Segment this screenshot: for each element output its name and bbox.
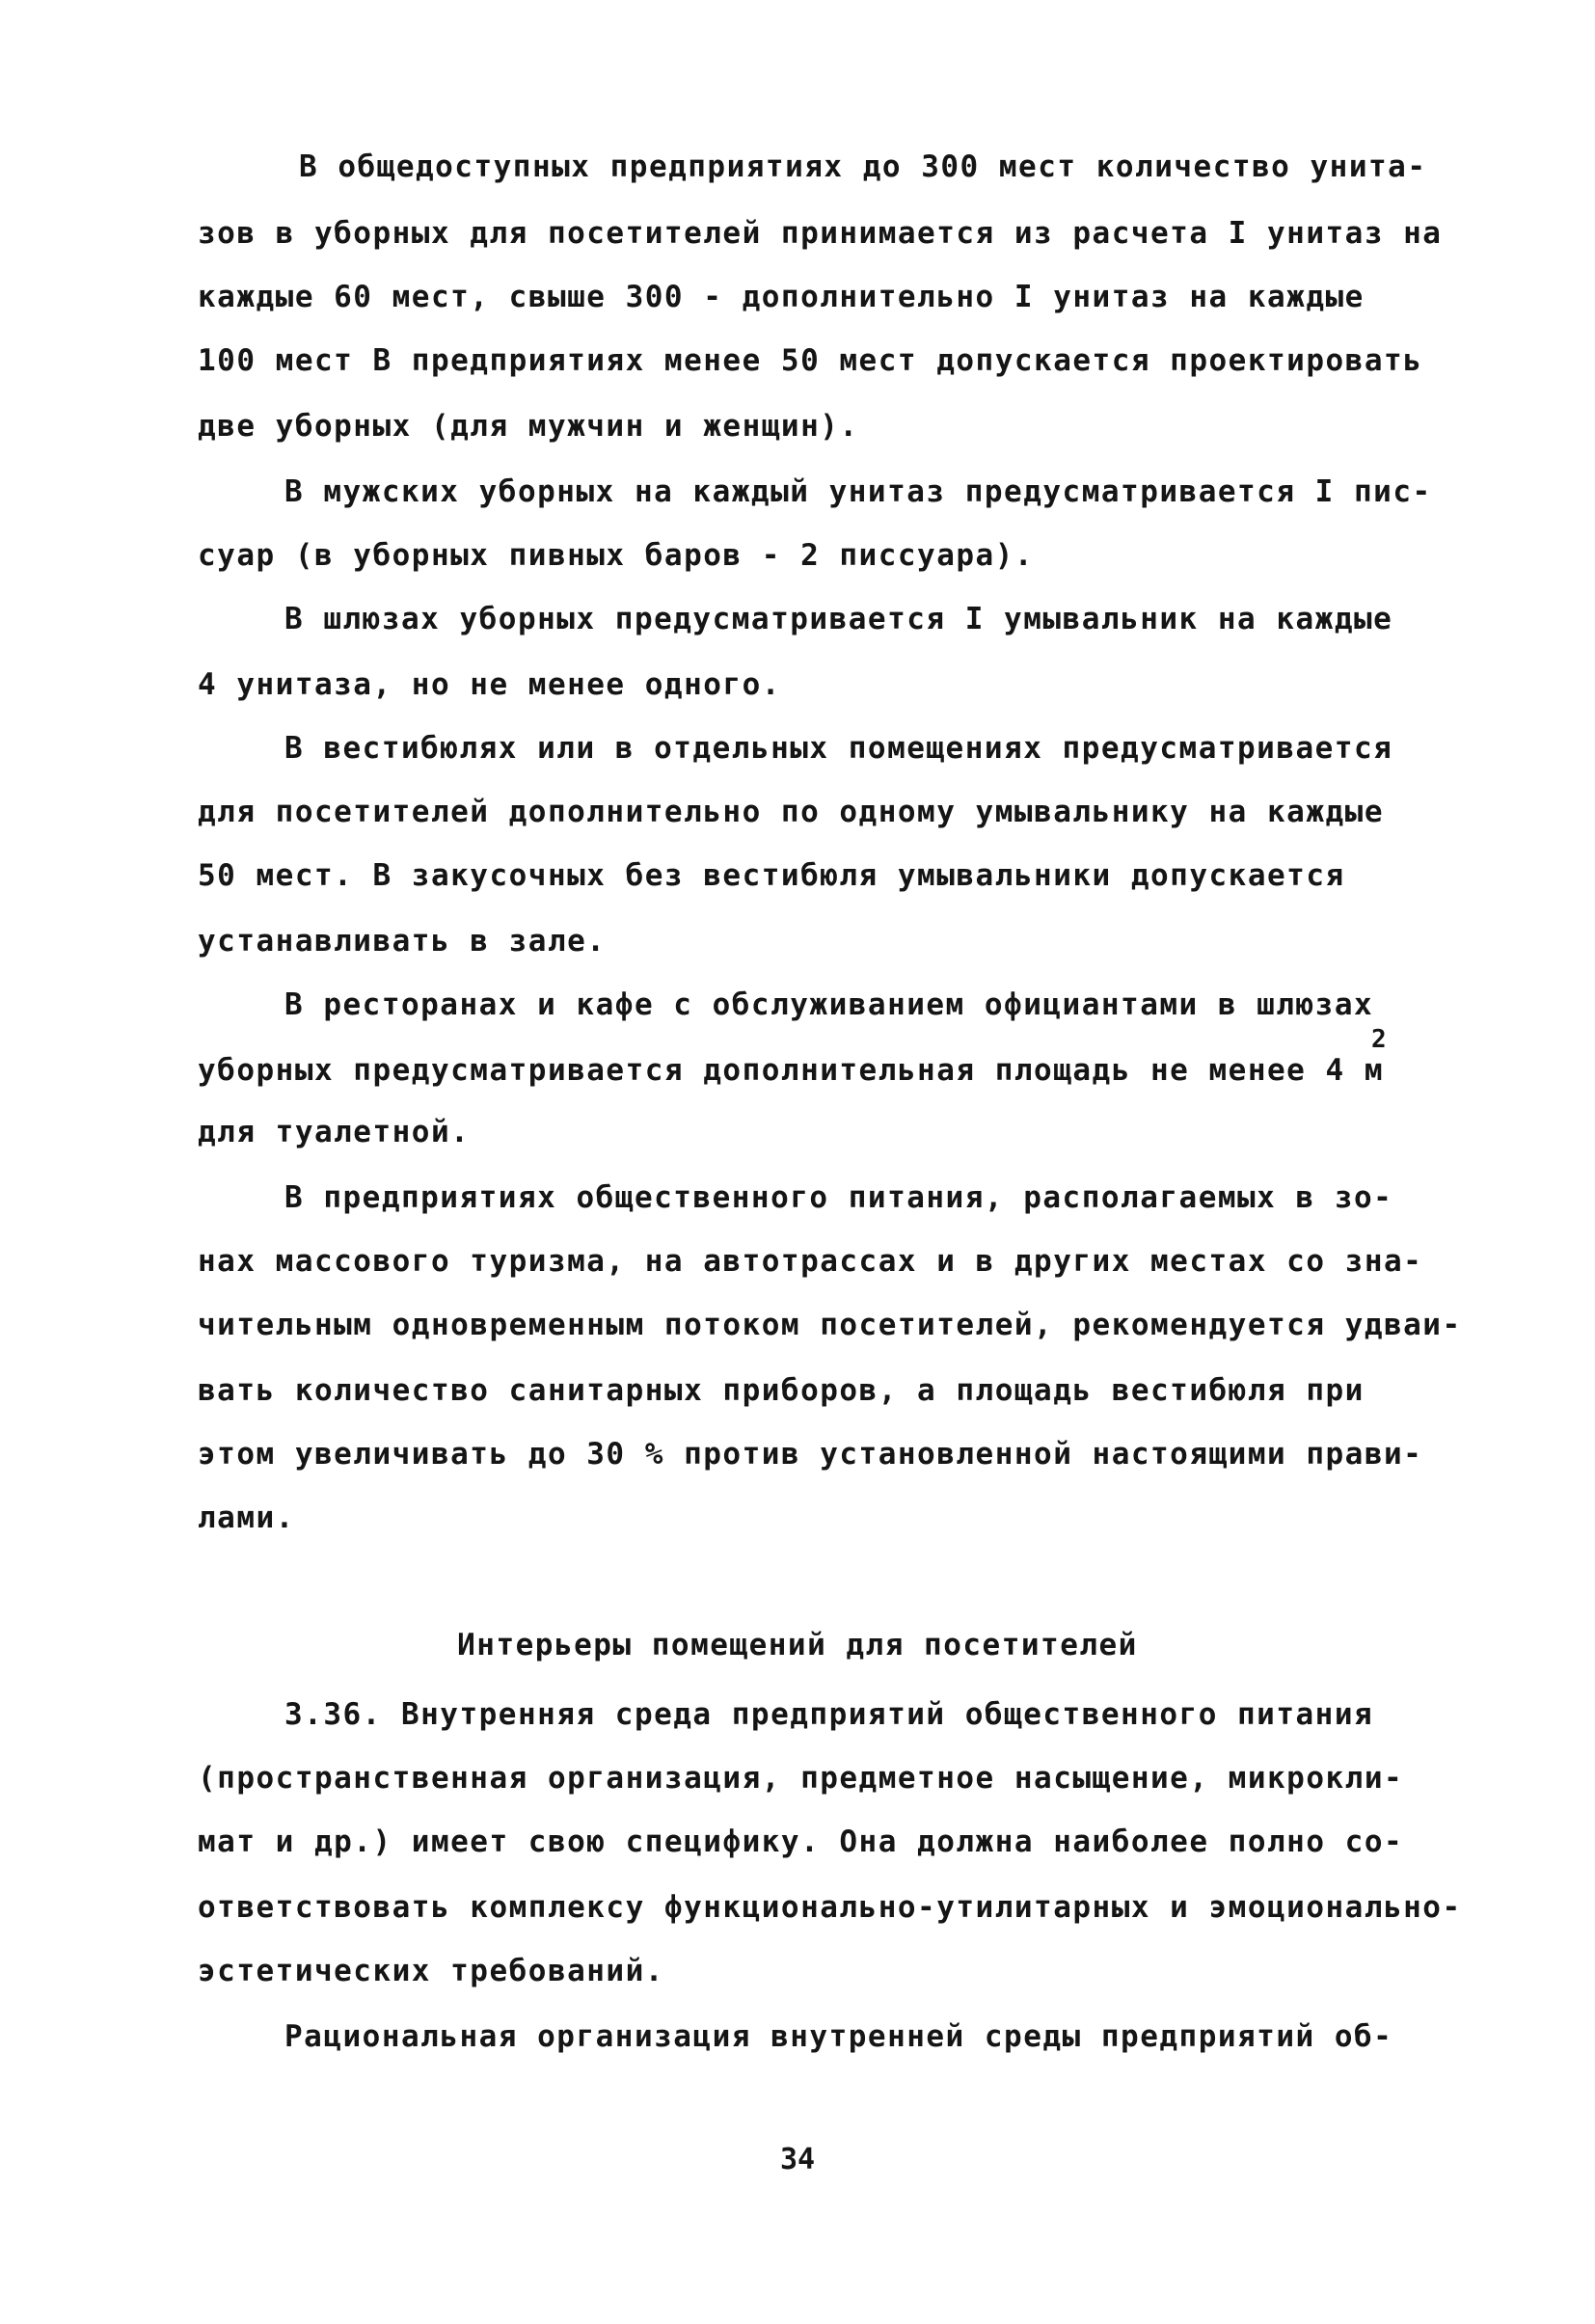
text-line: каждые 60 мест, свыше 300 - дополнительно I унитаз на каждые xyxy=(198,280,1365,314)
text-line: В предприятиях общественного питания, располагаемых в зо- xyxy=(284,1180,1393,1215)
text-line: нах массового туризма, на автотрассах и в других местах со зна- xyxy=(198,1244,1423,1279)
text-line: В общедоступных предприятиях до 300 мест количество унита- xyxy=(299,149,1427,184)
text-line: 100 мест В предприятиях менее 50 мест допускается проектировать xyxy=(198,343,1423,378)
text-line: В ресторанах и кафе с обслуживанием официантами в шлюзах xyxy=(284,987,1374,1022)
page-number: 34 xyxy=(779,2143,816,2176)
text-line: две уборных (для мужчин и женщин). xyxy=(198,409,859,444)
text-line: мат и др.) имеет свою специфику. Она должна наиболее полно со- xyxy=(198,1824,1404,1859)
text-line: зов в уборных для посетителей принимается из расчета I унитаз на xyxy=(198,216,1443,251)
text-line: эстетических требований. xyxy=(198,1954,664,1988)
text-line: чительным одновременным потоком посетителей, рекомендуется удваи- xyxy=(198,1308,1462,1342)
text-line: для посетителей дополнительно по одному умывальнику на каждые xyxy=(198,795,1384,829)
section-heading: Интерьеры помещений для посетителей xyxy=(457,1628,1138,1662)
text-line: устанавливать в зале. xyxy=(198,924,607,959)
text-line: 3.36. Внутренняя среда предприятий общественного питания xyxy=(284,1697,1374,1732)
text-line: В шлюзах уборных предусматривается I умывальник на каждые xyxy=(284,602,1393,636)
text-line: уборных предусматривается дополнительная площадь не менее 4 м xyxy=(198,1053,1384,1088)
text-line: Рациональная организация внутренней среды предприятий об- xyxy=(284,2019,1393,2054)
text-line: В мужских уборных на каждый унитаз предусматривается I пис- xyxy=(284,474,1432,509)
text-line: суар (в уборных пивных баров - 2 писсуара). xyxy=(198,538,1035,573)
text-line: ответствовать комплексу функционально-утилитарных и эмоционально- xyxy=(198,1890,1462,1925)
text-line: В вестибюлях или в отдельных помещениях предусматривается xyxy=(284,731,1393,766)
superscript: 2 xyxy=(1371,1025,1387,1054)
text-line: этом увеличивать до 30 % против установленной настоящими прави- xyxy=(198,1437,1423,1472)
text-line: 4 унитаза, но не менее одного. xyxy=(198,667,781,702)
text-line: вать количество санитарных приборов, а площадь вестибюля при xyxy=(198,1373,1365,1408)
text-line: лами. xyxy=(198,1500,295,1535)
text-line: 50 мест. В закусочных без вестибюля умывальники допускается xyxy=(198,858,1345,893)
text-line: для туалетной. xyxy=(198,1115,471,1149)
text-line: (пространственная организация, предметное насыщение, микрокли- xyxy=(198,1761,1404,1796)
